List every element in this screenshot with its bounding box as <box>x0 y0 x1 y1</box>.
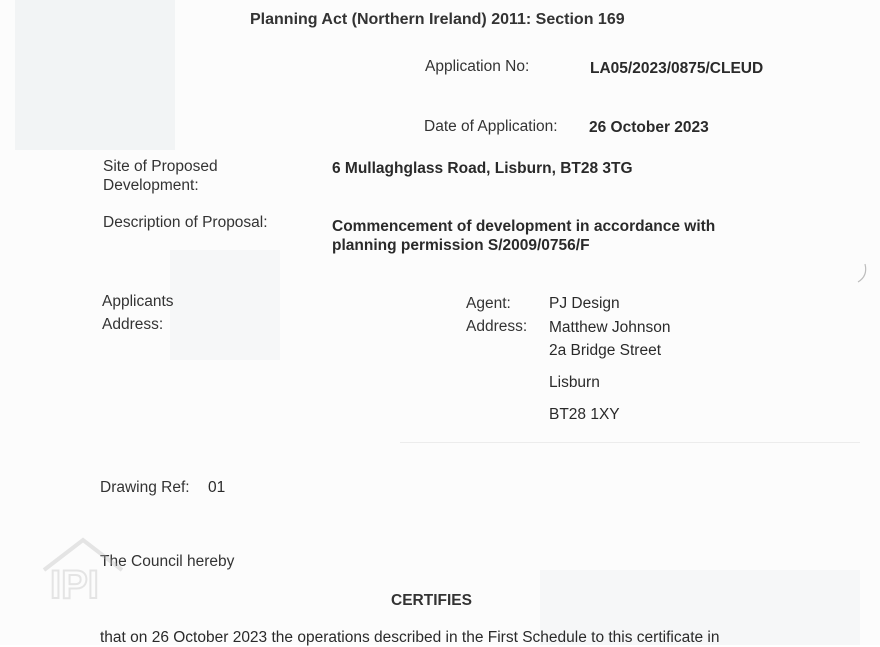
proposal-value-line1: Commencement of development in accordance with <box>332 218 716 235</box>
date-of-application-label: Date of Application: <box>424 118 558 135</box>
site-address-value: 6 Mullaghglass Road, Lisburn, BT28 3TG <box>332 160 633 177</box>
divider <box>400 442 860 443</box>
agent-address-line: Lisburn <box>549 374 600 391</box>
proposal-label: Description of Proposal: <box>103 214 268 231</box>
date-of-application-value: 26 October 2023 <box>589 119 709 136</box>
agent-name: PJ Design <box>549 295 620 312</box>
drawing-ref-label: Drawing Ref: <box>100 479 190 496</box>
agent-address-line: 2a Bridge Street <box>549 342 662 359</box>
document-title: Planning Act (Northern Ireland) 2011: Section 169 <box>250 11 625 28</box>
proposal-value-line2: planning permission S/2009/0756/F <box>332 237 590 254</box>
scan-artifact <box>15 0 175 150</box>
site-label-line1: Site of Proposed <box>103 158 218 175</box>
certifies-heading: CERTIFIES <box>391 592 472 609</box>
application-no-label: Application No: <box>425 58 530 75</box>
site-label-line2: Development: <box>103 177 199 194</box>
council-statement: The Council hereby <box>100 553 235 570</box>
proposal-value <box>332 217 715 255</box>
watermark-text: IPI <box>50 563 99 604</box>
drawing-ref-value: 01 <box>208 479 226 496</box>
application-no-value: LA05/2023/0875/CLEUD <box>590 60 764 77</box>
page-curl-mark <box>856 262 870 284</box>
certificate-body-text: that on 26 October 2023 the operations described in the First Schedule to this certificate in <box>100 629 720 646</box>
agent-label: Agent: <box>466 295 511 312</box>
applicant-address-label: Address: <box>102 316 164 333</box>
site-label <box>103 157 218 195</box>
watermark-logo <box>40 536 126 604</box>
agent-address-line: BT28 1XY <box>549 406 620 423</box>
scan-artifact <box>170 250 280 360</box>
applicant-label: Applicants <box>102 293 174 310</box>
agent-address-line: Matthew Johnson <box>549 319 671 336</box>
agent-address-label: Address: <box>466 318 528 335</box>
